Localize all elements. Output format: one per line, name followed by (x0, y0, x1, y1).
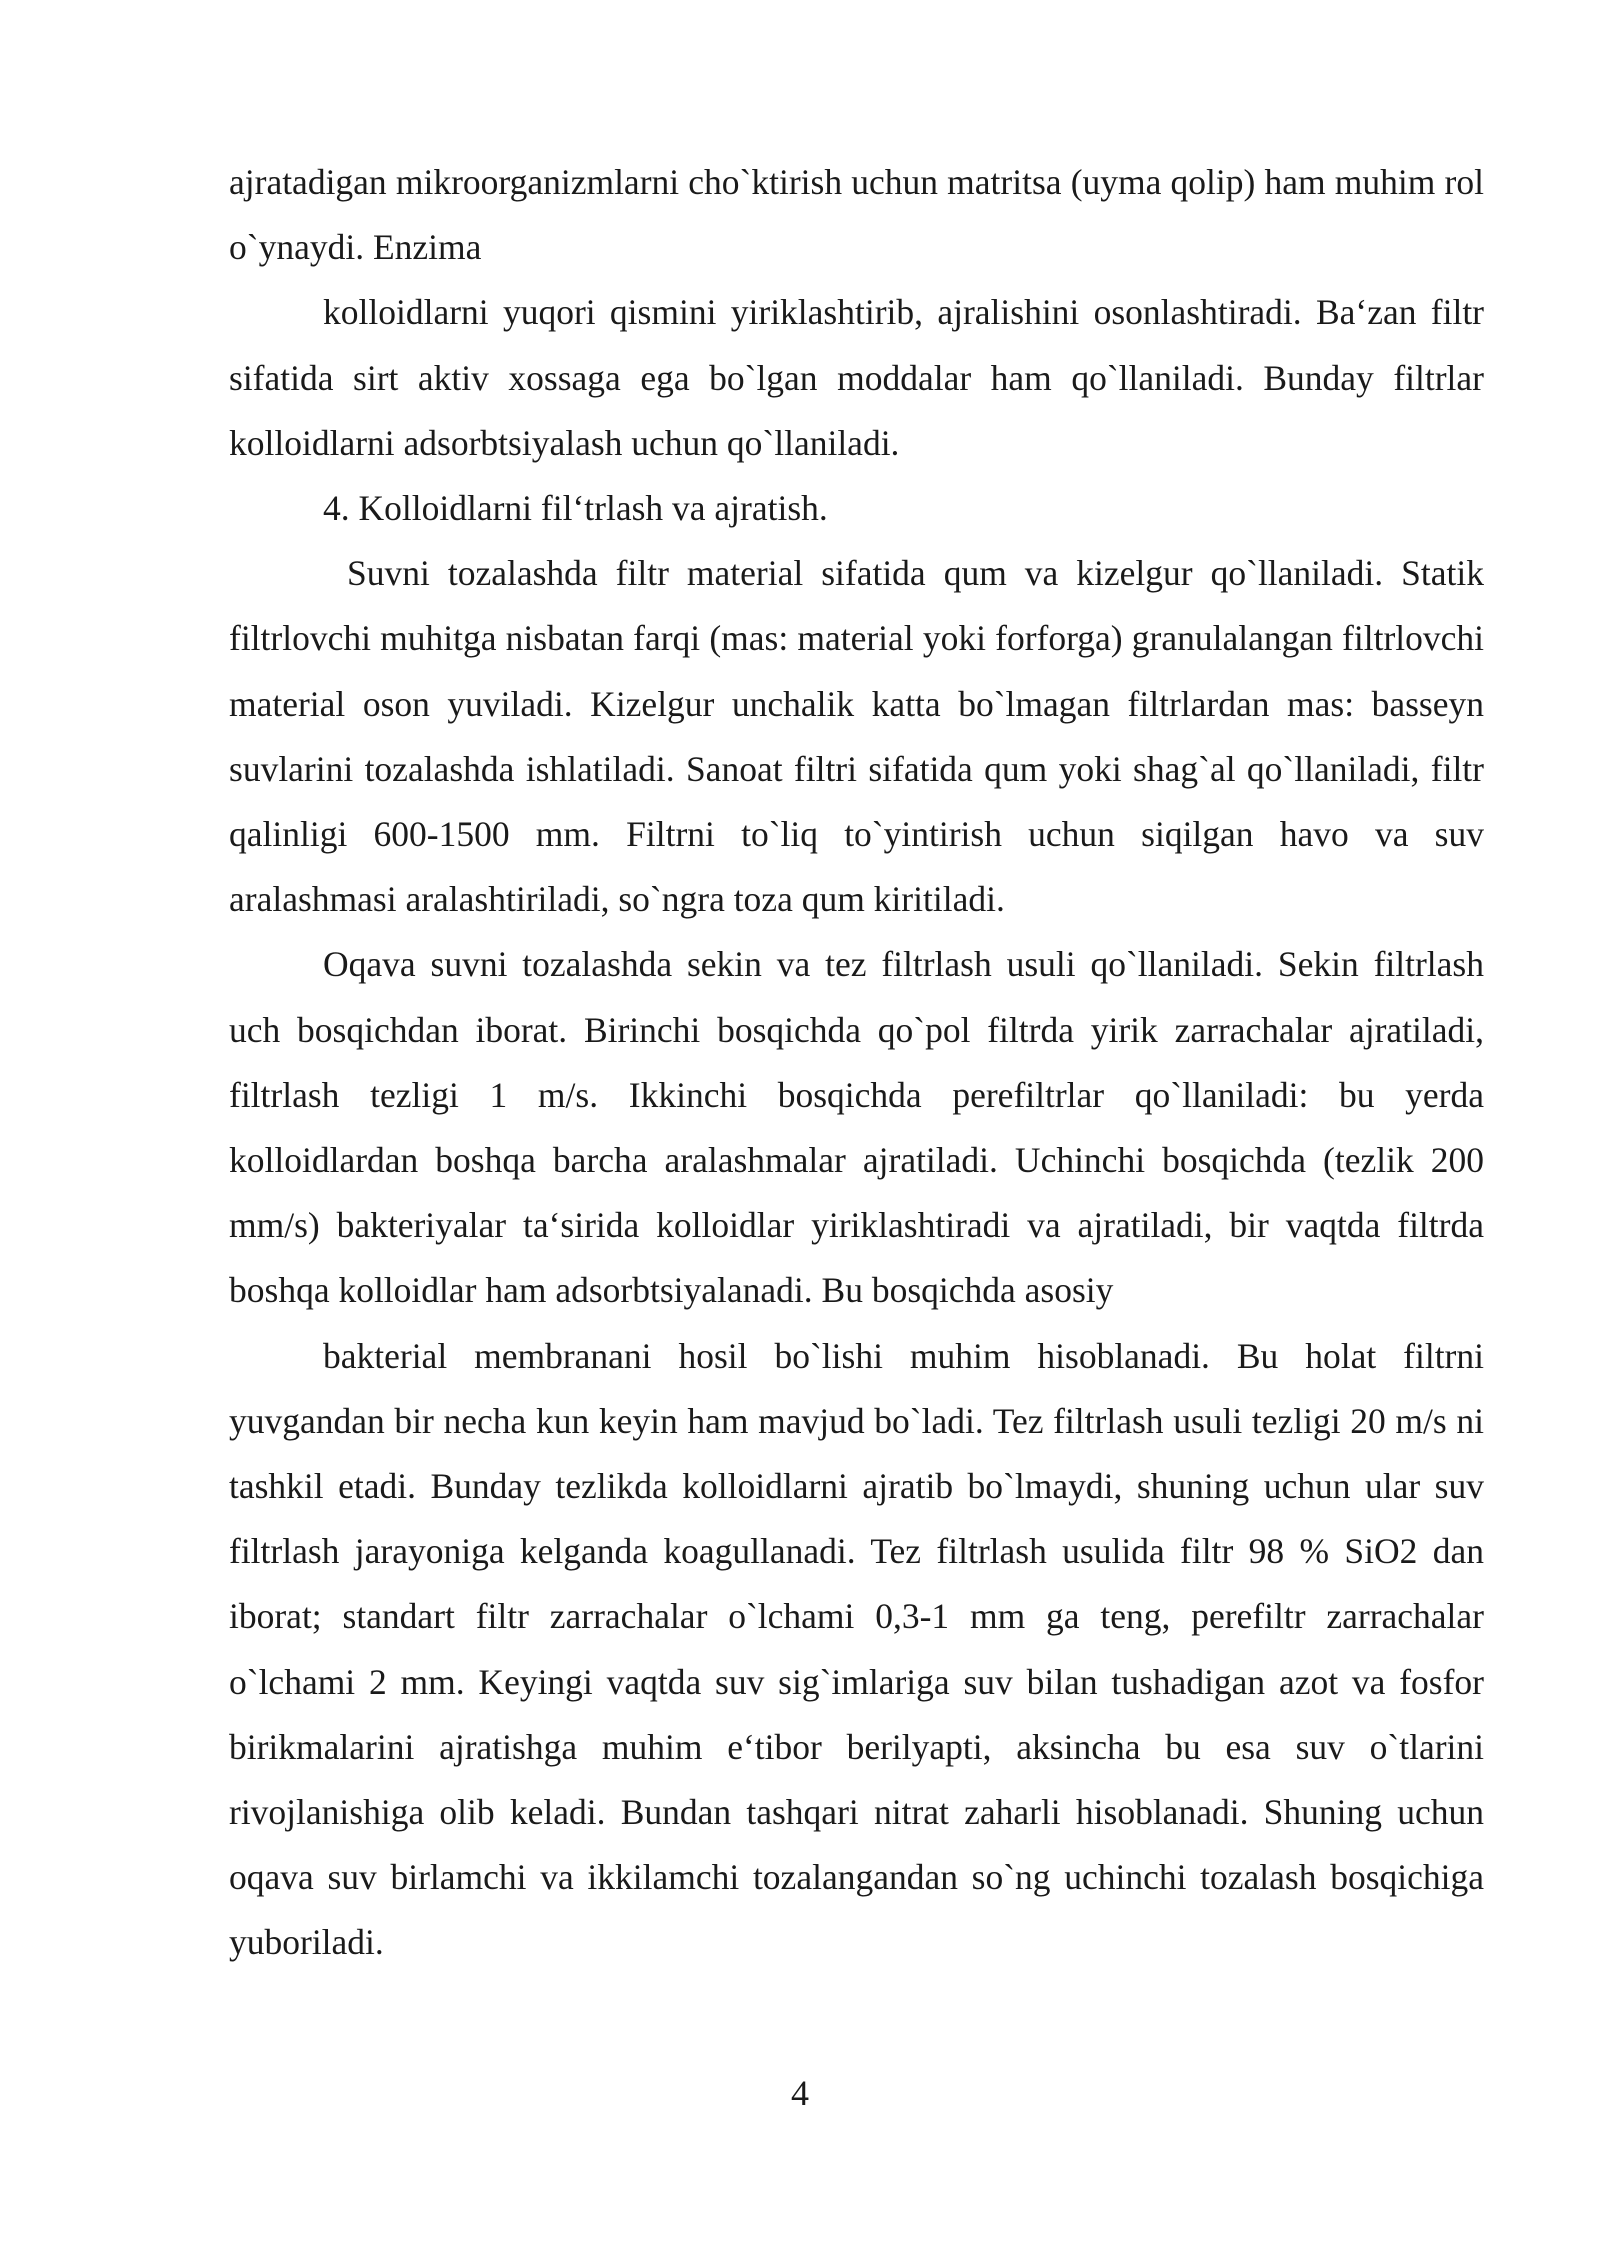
section-heading: 4. Kolloidlarni fil‘trlash va ajratish. (323, 488, 828, 529)
paragraph: Oqava suvni tozalashda sekin va tez filtrlash usuli qo`llaniladi. Sekin filtrlash uch bosqichdan iborat. Birinchi bosqichda qo`pol filtrda yirik zarrachalar ajratiladi, filtrlash tezligi 1 m/s. Ikkinchi bosqichda perefiltrlar qo`llaniladi: bu yerda kolloidlardan boshqa barcha aralashmalar ajratiladi. Uchinchi bosqichda (tezlik 200 mm/s) bakteriyalar ta‘sirida kolloidlar yiriklashtiradi va ajratiladi, bir vaqtda filtrda boshqa kolloidlar ham adsorbtsiyalanadi. Bu bosqichda asosiy (229, 944, 1484, 1311)
paragraph: kolloidlarni yuqori qismini yiriklashtirib, ajralishini osonlashtiradi. Ba‘zan filtr sifatida sirt aktiv xossaga ega bo`lgan moddalar ham qo`llaniladi. Bunday filtrlar kolloidlarni adsorbtsiyalash uchun qo`llaniladi. (229, 292, 1484, 463)
paragraph: bakterial membranani hosil bo`lishi muhim hisoblanadi. Bu holat filtrni yuvgandan bir necha kun keyin ham mavjud bo`ladi. Tez filtrlash usuli tezligi 20 m/s ni tashkil etadi. Bunday tezlikda kolloidlarni ajratib bo`lmaydi, shuning uchun ular suv filtrlash jarayoniga kelganda koagullanadi. Tez filtrlash usulida filtr 98 % SiO2 dan iborat; standart filtr zarrachalar o`lchami 0,3-1 mm ga teng, perefiltr zarrachalar o`lchami 2 mm. Keyingi vaqtda suv sig`imlariga suv bilan tushadigan azot va fosfor birikmalarini ajratishga muhim e‘tibor berilyapti, aksincha bu esa suv o`tlarini rivojlanishiga olib keladi. Bundan tashqari nitrat zaharli hisoblanadi. Shuning uchun oqava suv birlamchi va ikkilamchi tozalangandan so`ng uchinchi tozalash bosqichiga yuboriladi. (229, 1335, 1484, 1963)
page-number: 4 (791, 2073, 809, 2113)
paragraph: Suvni tozalashda filtr material sifatida qum va kizelgur qo`llaniladi. Statik filtrlovchi muhitga nisbatan farqi (mas: material yoki forforga) granulalangan filtrlovchi material oson yuviladi. Kizelgur unchalik katta bo`lmagan filtrlardan mas: basseyn suvlarini tozalashda ishlatiladi. Sanoat filtri sifatida qum yoki shag`al qo`llaniladi, filtr qalinligi 600-1500 mm. Filtrni to`liq to`yintirish uchun siqilgan havo va suv aralashmasi aralashtiriladi, so`ngra toza qum kiritiladi. (229, 553, 1484, 920)
paragraph: ajratadigan mikroorganizmlarni cho`ktirish uchun matritsa (uyma qolip) ham muhim rol o`ynaydi. Enzima (229, 162, 1484, 268)
body-text (229, 150, 1484, 1976)
